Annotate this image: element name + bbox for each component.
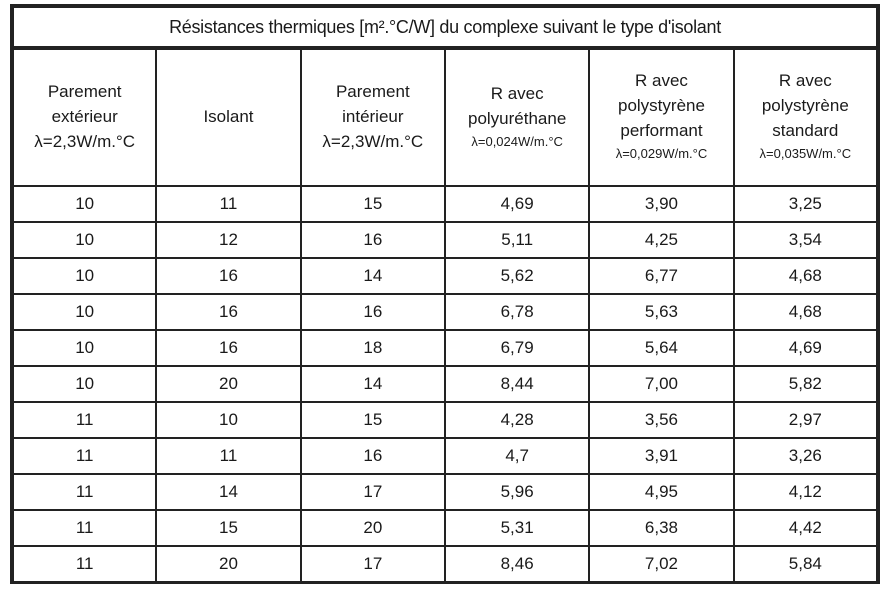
cell-r-polystyrene-standard: 3,54: [734, 222, 878, 258]
header-line: polystyrène: [761, 96, 849, 115]
cell-r-polyurethane: 8,46: [445, 546, 589, 583]
table-row: [12, 294, 878, 330]
cell-isolant: 20: [156, 546, 300, 583]
cell-r-polyurethane: 5,31: [445, 510, 589, 546]
cell-parement-interieur: 17: [301, 474, 445, 510]
cell-r-polystyrene-performant: 7,02: [589, 546, 733, 583]
table-row: [12, 258, 878, 294]
cell-isolant: 15: [156, 510, 300, 546]
cell-parement-exterieur: 11: [12, 438, 156, 474]
cell-r-polystyrene-standard: 5,84: [734, 546, 878, 583]
cell-r-polystyrene-standard: 4,68: [734, 258, 878, 294]
cell-r-polystyrene-performant: 5,64: [589, 330, 733, 366]
table-row: [12, 474, 878, 510]
cell-r-polystyrene-performant: 4,95: [589, 474, 733, 510]
header-line: polyuréthane: [467, 108, 567, 128]
cell-r-polystyrene-standard: 4,42: [734, 510, 878, 546]
cell-r-polystyrene-standard: 3,26: [734, 438, 878, 474]
header-line: extérieur: [51, 107, 118, 126]
cell-r-polyurethane: 5,62: [445, 258, 589, 294]
cell-parement-exterieur: 10: [12, 366, 156, 402]
cell-isolant: 12: [156, 222, 300, 258]
header-line: Parement: [47, 82, 122, 101]
cell-parement-interieur: 14: [301, 366, 445, 402]
cell-parement-exterieur: 10: [12, 294, 156, 330]
header-line: performant: [620, 121, 703, 140]
cell-parement-interieur: 17: [301, 546, 445, 583]
cell-r-polyurethane: 6,79: [445, 330, 589, 366]
header-lambda: λ=0,035W/m.°C: [759, 146, 852, 161]
cell-r-polystyrene-performant: 6,77: [589, 258, 733, 294]
cell-r-polyurethane: 8,44: [445, 366, 589, 402]
column-header-isolant: [156, 47, 300, 186]
header-line: standard: [772, 121, 839, 140]
cell-r-polystyrene-standard: 4,68: [734, 294, 878, 330]
table-row: [12, 546, 878, 583]
cell-isolant: 14: [156, 474, 300, 510]
table-row: [12, 222, 878, 258]
cell-r-polystyrene-performant: 3,56: [589, 402, 733, 438]
cell-parement-exterieur: 11: [12, 402, 156, 438]
cell-parement-interieur: 16: [301, 294, 445, 330]
cell-parement-exterieur: 10: [12, 186, 156, 222]
cell-isolant: 16: [156, 294, 300, 330]
cell-isolant: 16: [156, 330, 300, 366]
table-row: [12, 186, 878, 222]
header-line: intérieur: [342, 107, 404, 126]
header-lambda: λ=0,029W/m.°C: [615, 146, 708, 161]
table-row: [12, 510, 878, 546]
cell-r-polystyrene-performant: 3,90: [589, 186, 733, 222]
cell-r-polyurethane: 6,78: [445, 294, 589, 330]
cell-r-polystyrene-standard: 4,12: [734, 474, 878, 510]
column-header-r-polystyrene-performant: [589, 47, 733, 186]
column-header-r-polyurethane: [445, 47, 589, 186]
header-line: R avec: [490, 83, 544, 103]
table-row: [12, 366, 878, 402]
cell-isolant: 10: [156, 402, 300, 438]
cell-parement-interieur: 16: [301, 222, 445, 258]
cell-r-polystyrene-performant: 3,91: [589, 438, 733, 474]
cell-parement-exterieur: 11: [12, 510, 156, 546]
header-line: Isolant: [203, 107, 254, 126]
cell-parement-interieur: 16: [301, 438, 445, 474]
cell-parement-exterieur: 11: [12, 474, 156, 510]
column-header-r-polystyrene-standard: [734, 47, 878, 186]
cell-r-polystyrene-standard: 2,97: [734, 402, 878, 438]
cell-r-polystyrene-performant: 4,25: [589, 222, 733, 258]
column-header-parement-interieur: [301, 47, 445, 186]
header-row: [12, 47, 878, 186]
header-line: polystyrène: [618, 96, 705, 115]
cell-parement-interieur: 20: [301, 510, 445, 546]
cell-parement-interieur: 14: [301, 258, 445, 294]
column-header-parement-exterieur: [12, 47, 156, 186]
header-line: R avec: [635, 71, 688, 90]
table-row: [12, 438, 878, 474]
cell-isolant: 11: [156, 438, 300, 474]
cell-parement-exterieur: 10: [12, 222, 156, 258]
cell-r-polystyrene-performant: 6,38: [589, 510, 733, 546]
cell-r-polyurethane: 5,11: [445, 222, 589, 258]
cell-r-polystyrene-performant: 7,00: [589, 366, 733, 402]
thermal-resistance-table: [10, 46, 880, 584]
cell-isolant: 20: [156, 366, 300, 402]
cell-isolant: 16: [156, 258, 300, 294]
header-line: λ=2,3W/m.°C: [34, 132, 136, 151]
header-line: Parement: [335, 82, 410, 101]
cell-parement-interieur: 18: [301, 330, 445, 366]
cell-parement-interieur: 15: [301, 186, 445, 222]
cell-r-polystyrene-standard: 4,69: [734, 330, 878, 366]
cell-parement-exterieur: 11: [12, 546, 156, 583]
cell-r-polyurethane: 4,69: [445, 186, 589, 222]
cell-r-polyurethane: 5,96: [445, 474, 589, 510]
table-row: [12, 402, 878, 438]
cell-r-polystyrene-standard: 3,25: [734, 186, 878, 222]
header-line: R avec: [778, 71, 832, 90]
cell-r-polyurethane: 4,28: [445, 402, 589, 438]
cell-r-polystyrene-performant: 5,63: [589, 294, 733, 330]
header-lambda: λ=0,024W/m.°C: [471, 133, 563, 149]
cell-isolant: 11: [156, 186, 300, 222]
header-line: λ=2,3W/m.°C: [322, 132, 424, 151]
cell-parement-interieur: 15: [301, 402, 445, 438]
cell-r-polyurethane: 4,7: [445, 438, 589, 474]
cell-r-polystyrene-standard: 5,82: [734, 366, 878, 402]
table-title: Résistances thermiques [m².°C/W] du complexe suivant le type d'isolant: [10, 4, 880, 50]
cell-parement-exterieur: 10: [12, 258, 156, 294]
cell-parement-exterieur: 10: [12, 330, 156, 366]
table-row: [12, 330, 878, 366]
